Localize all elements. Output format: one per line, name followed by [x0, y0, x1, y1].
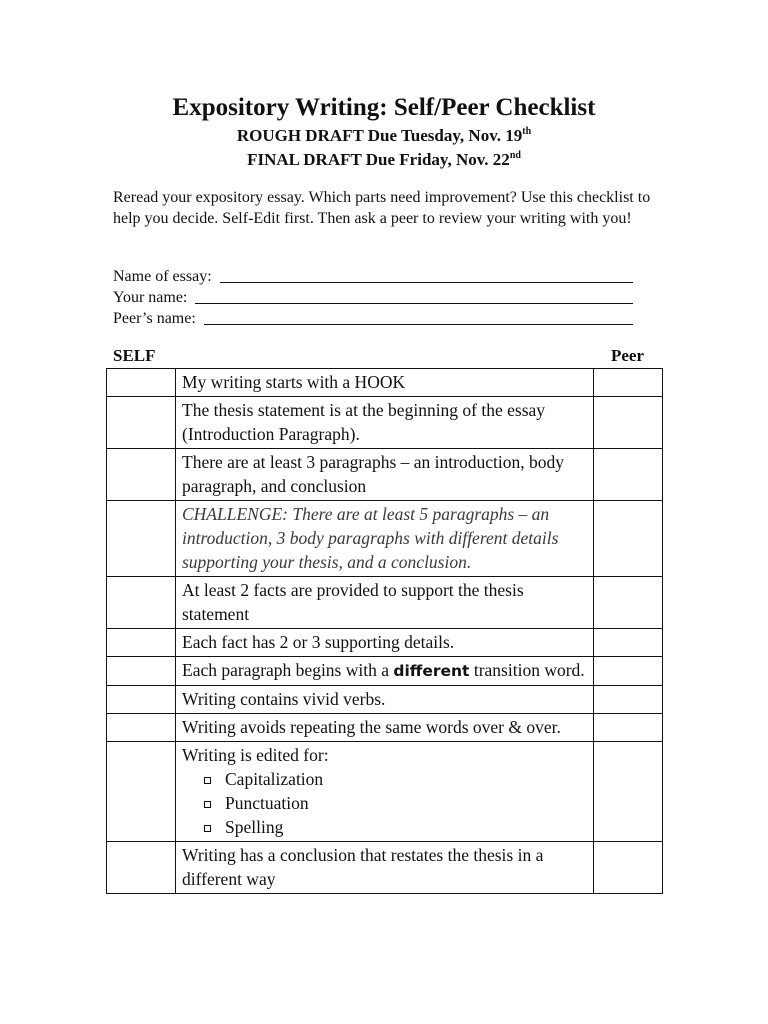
criterion-text: Writing is edited for: — [182, 745, 329, 765]
self-column-header: SELF — [113, 346, 156, 365]
self-checkbox[interactable] — [107, 686, 176, 714]
essay-name-label: Name of essay: — [113, 268, 212, 285]
peer-checkbox[interactable] — [594, 714, 663, 742]
self-checkbox[interactable] — [107, 369, 176, 397]
final-draft-suffix: nd — [509, 150, 521, 161]
self-checkbox[interactable] — [107, 577, 176, 629]
criterion-text-after: transition word. — [469, 660, 585, 680]
peer-checkbox[interactable] — [594, 657, 663, 686]
self-checkbox[interactable] — [107, 449, 176, 501]
criterion-text-with-list — [176, 742, 594, 842]
self-checkbox[interactable] — [107, 501, 176, 577]
self-checkbox[interactable] — [107, 397, 176, 449]
criterion-text: Each fact has 2 or 3 supporting details. — [176, 629, 594, 657]
your-name-label: Your name: — [113, 289, 188, 306]
square-bullet-icon — [204, 777, 211, 784]
checklist-row — [107, 397, 663, 449]
peer-checkbox[interactable] — [594, 501, 663, 577]
criterion-text-before: Each paragraph begins with a — [182, 660, 394, 680]
peer-checkbox[interactable] — [594, 369, 663, 397]
peer-checkbox[interactable] — [594, 449, 663, 501]
square-bullet-icon — [204, 825, 211, 832]
sublist-item-label: Punctuation — [225, 793, 309, 813]
criterion-text: Writing contains vivid verbs. — [176, 686, 594, 714]
peer-checkbox[interactable] — [594, 577, 663, 629]
criterion-text: Writing avoids repeating the same words over & over. — [176, 714, 594, 742]
square-bullet-icon — [204, 801, 211, 808]
self-checkbox[interactable] — [107, 842, 176, 894]
sublist-item-label: Spelling — [225, 817, 284, 837]
final-draft-text: FINAL DRAFT Due Friday, Nov. 22 — [247, 150, 510, 169]
page-title: Expository Writing: Self/Peer Checklist — [172, 94, 596, 121]
rough-draft-suffix: th — [522, 126, 532, 137]
criterion-text: The thesis statement is at the beginning of the essay (Introduction Paragraph). — [176, 397, 594, 449]
peer-column-header: Peer — [611, 346, 645, 365]
editing-sublist — [182, 767, 587, 839]
checklist-table — [106, 368, 663, 894]
peer-checkbox[interactable] — [594, 742, 663, 842]
checklist-row — [107, 686, 663, 714]
intro-paragraph: Reread your expository essay. Which parts need improvement? Use this checklist to help you decide. Self-Edit first. Then ask a peer to review your writing with you! — [113, 189, 651, 227]
checklist-row — [107, 657, 663, 686]
sublist-item — [204, 815, 587, 839]
criterion-text — [176, 657, 594, 686]
peer-name-field — [113, 308, 633, 329]
checklist-row — [107, 369, 663, 397]
self-checkbox[interactable] — [107, 629, 176, 657]
your-name-field — [113, 287, 633, 308]
your-name-blank[interactable] — [195, 289, 633, 304]
checklist-row — [107, 842, 663, 894]
peer-name-label: Peer’s name: — [113, 310, 196, 327]
self-checkbox[interactable] — [107, 714, 176, 742]
checklist-row — [107, 501, 663, 577]
essay-name-blank[interactable] — [220, 268, 633, 283]
rough-draft-due — [0, 125, 768, 147]
challenge-criterion-text: CHALLENGE: There are at least 5 paragraphs – an introduction, 3 body paragraphs with different details supporting your thesis, and a conclusion. — [176, 501, 594, 577]
peer-name-blank[interactable] — [204, 310, 633, 325]
final-draft-due — [0, 149, 768, 171]
checklist-row — [107, 449, 663, 501]
sublist-item — [204, 767, 587, 791]
checklist-row — [107, 629, 663, 657]
criterion-text: At least 2 facts are provided to support the thesis statement — [176, 577, 594, 629]
checklist-row — [107, 742, 663, 842]
criterion-text: There are at least 3 paragraphs – an introduction, body paragraph, and conclusion — [176, 449, 594, 501]
emphasized-word: different — [393, 662, 470, 680]
essay-name-field — [113, 266, 633, 287]
self-checkbox[interactable] — [107, 657, 176, 686]
peer-checkbox[interactable] — [594, 842, 663, 894]
sublist-item — [204, 791, 587, 815]
criterion-text: Writing has a conclusion that restates the thesis in a different way — [176, 842, 594, 894]
peer-checkbox[interactable] — [594, 397, 663, 449]
peer-checkbox[interactable] — [594, 686, 663, 714]
sublist-item-label: Capitalization — [225, 769, 324, 789]
checklist-row — [107, 577, 663, 629]
self-checkbox[interactable] — [107, 742, 176, 842]
checklist-row — [107, 714, 663, 742]
criterion-text: My writing starts with a HOOK — [176, 369, 594, 397]
rough-draft-text: ROUGH DRAFT Due Tuesday, Nov. 19 — [236, 126, 523, 145]
peer-checkbox[interactable] — [594, 629, 663, 657]
